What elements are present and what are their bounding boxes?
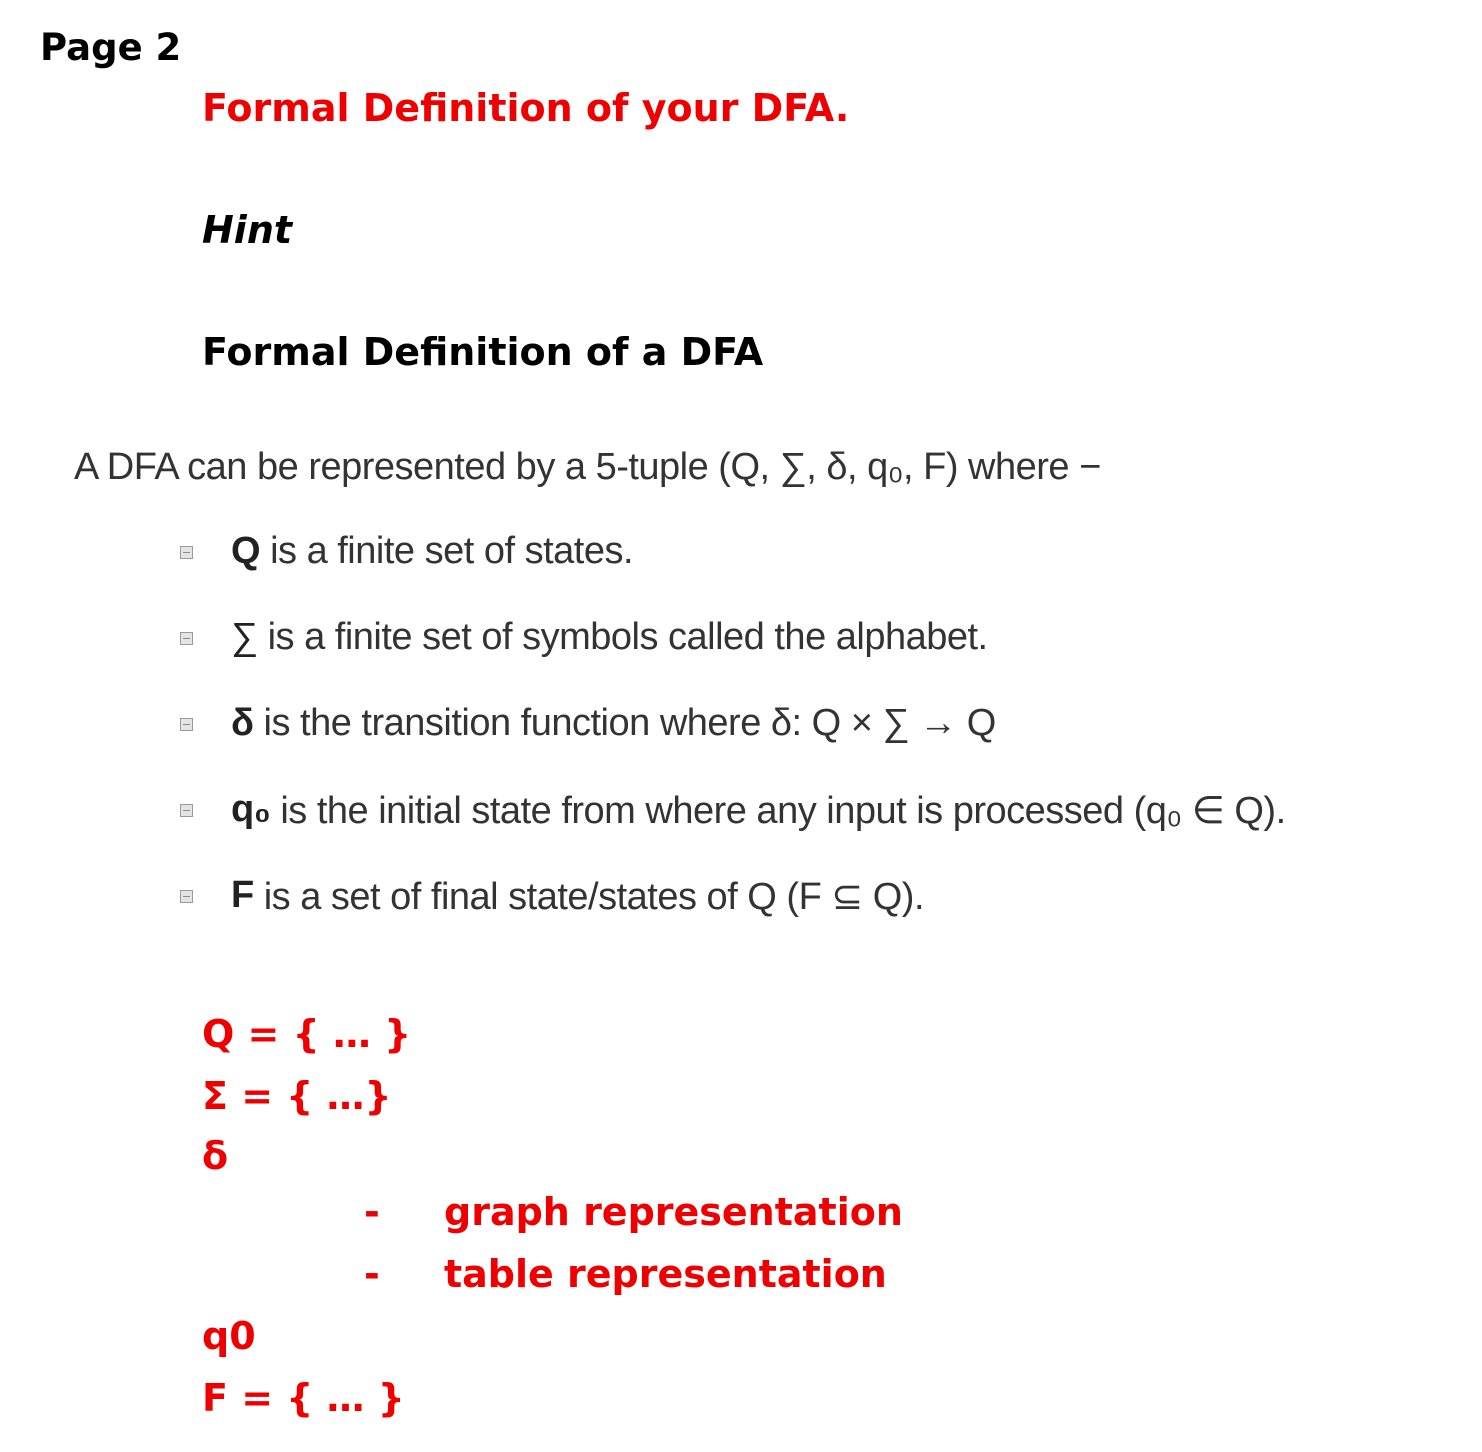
definition-list bbox=[180, 530, 1286, 960]
answer-q0: q0 bbox=[202, 1314, 256, 1358]
bullet-text: is a finite set of states. bbox=[270, 530, 634, 572]
square-bullet-icon bbox=[180, 632, 193, 645]
definition-heading: Formal Definition of a DFA bbox=[202, 330, 764, 374]
bullet-text: is a set of final state/states of Q (F ⊆ Q). bbox=[263, 876, 925, 918]
square-bullet-icon bbox=[180, 718, 193, 731]
list-item bbox=[180, 616, 1286, 702]
bullet-term: F bbox=[231, 874, 254, 916]
bullet-text: is a finite set of symbols called the alphabet. bbox=[267, 616, 988, 658]
delta-item-dash: - bbox=[364, 1252, 380, 1296]
delta-item-table: table representation bbox=[444, 1252, 887, 1296]
intro-text: A DFA can be represented by a 5-tuple (Q, ∑, δ, q₀, F) where − bbox=[74, 446, 1101, 488]
bullet-term: δ bbox=[231, 702, 254, 744]
square-bullet-icon bbox=[180, 804, 193, 817]
answer-delta: δ bbox=[202, 1134, 229, 1178]
hint-label: Hint bbox=[202, 208, 293, 252]
square-bullet-icon bbox=[180, 546, 193, 559]
bullet-term: ∑ bbox=[231, 616, 258, 658]
list-item bbox=[180, 788, 1286, 874]
square-bullet-icon bbox=[180, 890, 193, 903]
bullet-text: is the transition function where δ: Q × ∑ → Q bbox=[263, 702, 996, 744]
list-item bbox=[180, 874, 1286, 960]
bullet-term: q₀ bbox=[231, 788, 271, 830]
delta-item-dash: - bbox=[364, 1190, 380, 1234]
list-item bbox=[180, 702, 1286, 788]
page-label: Page 2 bbox=[40, 26, 182, 69]
bullet-term: Q bbox=[231, 530, 261, 572]
answer-q: Q = { … } bbox=[202, 1012, 412, 1056]
answer-f: F = { … } bbox=[202, 1376, 405, 1420]
list-item bbox=[180, 530, 1286, 616]
delta-item-graph: graph representation bbox=[444, 1190, 903, 1234]
task-heading: Formal Definition of your DFA. bbox=[202, 86, 850, 130]
answer-sigma: Σ = { …} bbox=[202, 1074, 392, 1118]
bullet-text: is the initial state from where any input is processed (q₀ ∈ Q). bbox=[280, 790, 1286, 832]
